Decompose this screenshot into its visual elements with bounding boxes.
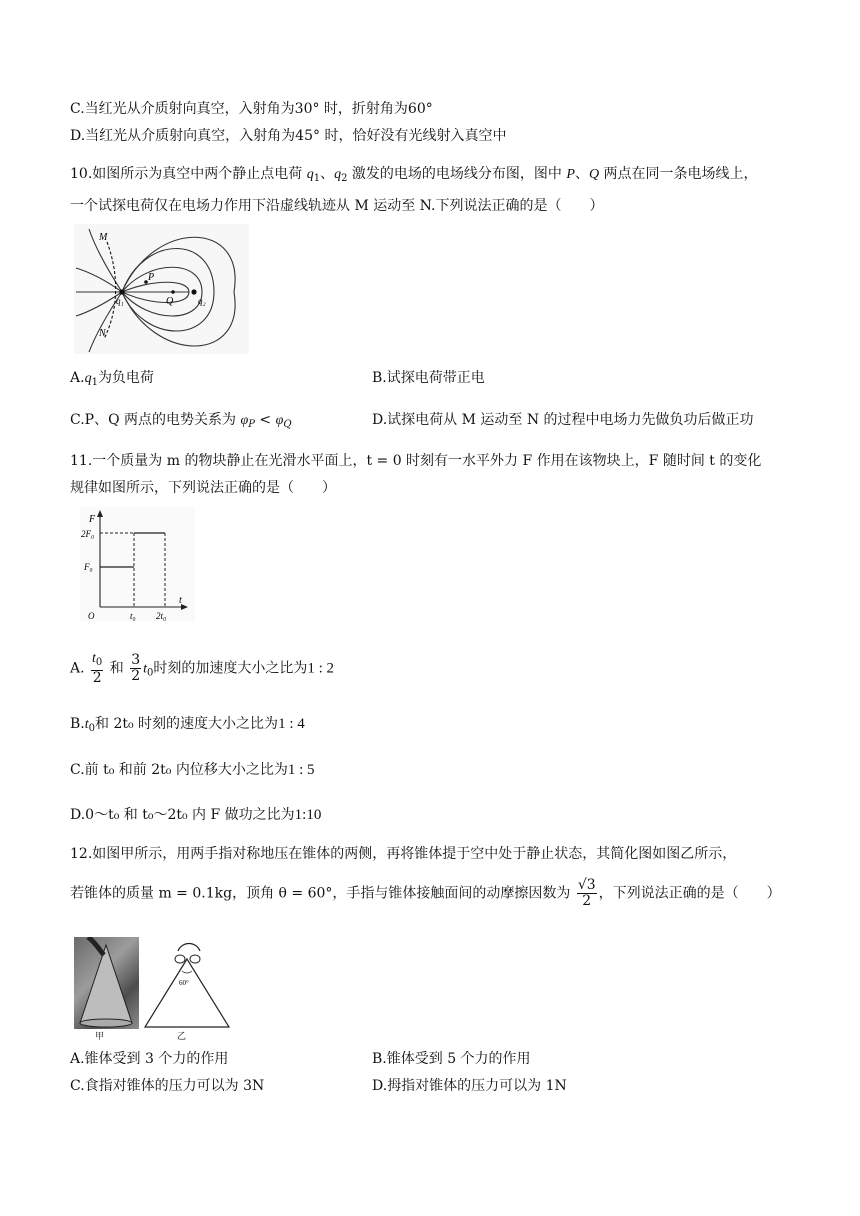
label-q1: q₁	[116, 296, 124, 306]
q10-option-c: C.P、Q 两点的电势关系为 $\varphi_P < \varphi_Q$	[70, 412, 292, 430]
q12-stem-line1: 12.如图甲所示，用两手指对称地压在锥体的两侧，再将锥体提于空中处于静止状态，其简化图如图乙所示，	[70, 846, 737, 862]
force-time-graph	[80, 507, 195, 622]
q12-option-d: D.拇指对锥体的压力可以为 1N	[372, 1078, 567, 1094]
q12-stem-line2: 若锥体的质量 m = 0.1kg，顶角 θ = 60°，手指与锥体接触面间的动摩擦因数为 $\frac{√3}{2}$ ，下列说法正确的是（ ）	[70, 877, 781, 909]
q11-option-d: D.0～t₀ 和 t₀～2t₀ 内 F 做功之比为1:10	[70, 807, 322, 823]
q11-option-b: $B.t_0$和 2t₀ 时刻的速度大小之比为1 : 4	[70, 716, 305, 734]
q11-stem-line1: 11.一个质量为 m 的物块静止在光滑水平面上，t = 0 时刻有一水平外力 F 作用在该物块上，F 随时间 t 的变化	[70, 453, 762, 469]
q12-option-c: C.食指对锥体的压力可以为 3N	[70, 1078, 265, 1094]
label-P: P	[148, 272, 155, 283]
label-N: N	[99, 328, 106, 339]
q10-stem-line1: 10.如图所示为真空中两个静止点电荷 $q_1$、$q_2$ 激发的电场的电场线分布图，图中 P、Q 两点在同一条电场线上，	[70, 166, 758, 184]
q11-option-a: A. $\frac{t_0}{2}$ 和 $\frac{3}{2}$ $t_0$时刻的加速度大小之比为1 : 2	[70, 651, 335, 686]
tick-t0: t₀	[130, 611, 136, 621]
q10-option-d: D.试探电荷从 M 运动至 N 的过程中电场力先做负功后做正功	[372, 412, 754, 428]
caption-yi: 乙	[177, 1032, 187, 1042]
axis-F-label: F	[89, 514, 96, 525]
label-q2: q₂	[198, 296, 206, 306]
q12-option-a: A.锥体受到 3 个力的作用	[70, 1051, 229, 1067]
cone-photo	[74, 937, 139, 1029]
caption-jia: 甲	[95, 1032, 105, 1042]
q11-option-c: C.前 t₀ 和前 2t₀ 内位移大小之比为1 : 5	[70, 762, 315, 778]
label-M: M	[99, 232, 108, 243]
axis-t-label: t	[179, 595, 182, 606]
q10-number: 10.	[70, 166, 93, 182]
option-c-prev: C.当红光从介质射向真空，入射角为30° 时，折射角为60°	[70, 101, 433, 117]
label-Q: Q	[166, 296, 174, 307]
cone-photo-overlay	[74, 937, 139, 1029]
tick-F0: F₀	[84, 562, 93, 572]
q10-stem-line2: 一个试探电荷仅在电场力作用下沿虚线轨迹从 M 运动至 N.下列说法正确的是（ ）	[70, 198, 604, 214]
q10-option-a: $A.q_1$为负电荷	[70, 370, 154, 388]
q10-option-b: B.试探电荷带正电	[372, 370, 485, 386]
tick-2t0: 2t₀	[156, 611, 167, 621]
tick-2F0: 2F₀	[81, 529, 95, 539]
option-d-prev: D.当红光从介质射向真空，入射角为45° 时，恰好没有光线射入真空中	[70, 128, 507, 144]
cone-diagram	[140, 937, 235, 1037]
electric-field-figure	[74, 224, 249, 354]
q11-stem-line2: 规律如图所示，下列说法正确的是（ ）	[70, 480, 336, 496]
origin-label: O	[88, 611, 95, 621]
q12-option-b: B.锥体受到 5 个力的作用	[372, 1051, 531, 1067]
angle-label: 60°	[179, 979, 189, 987]
